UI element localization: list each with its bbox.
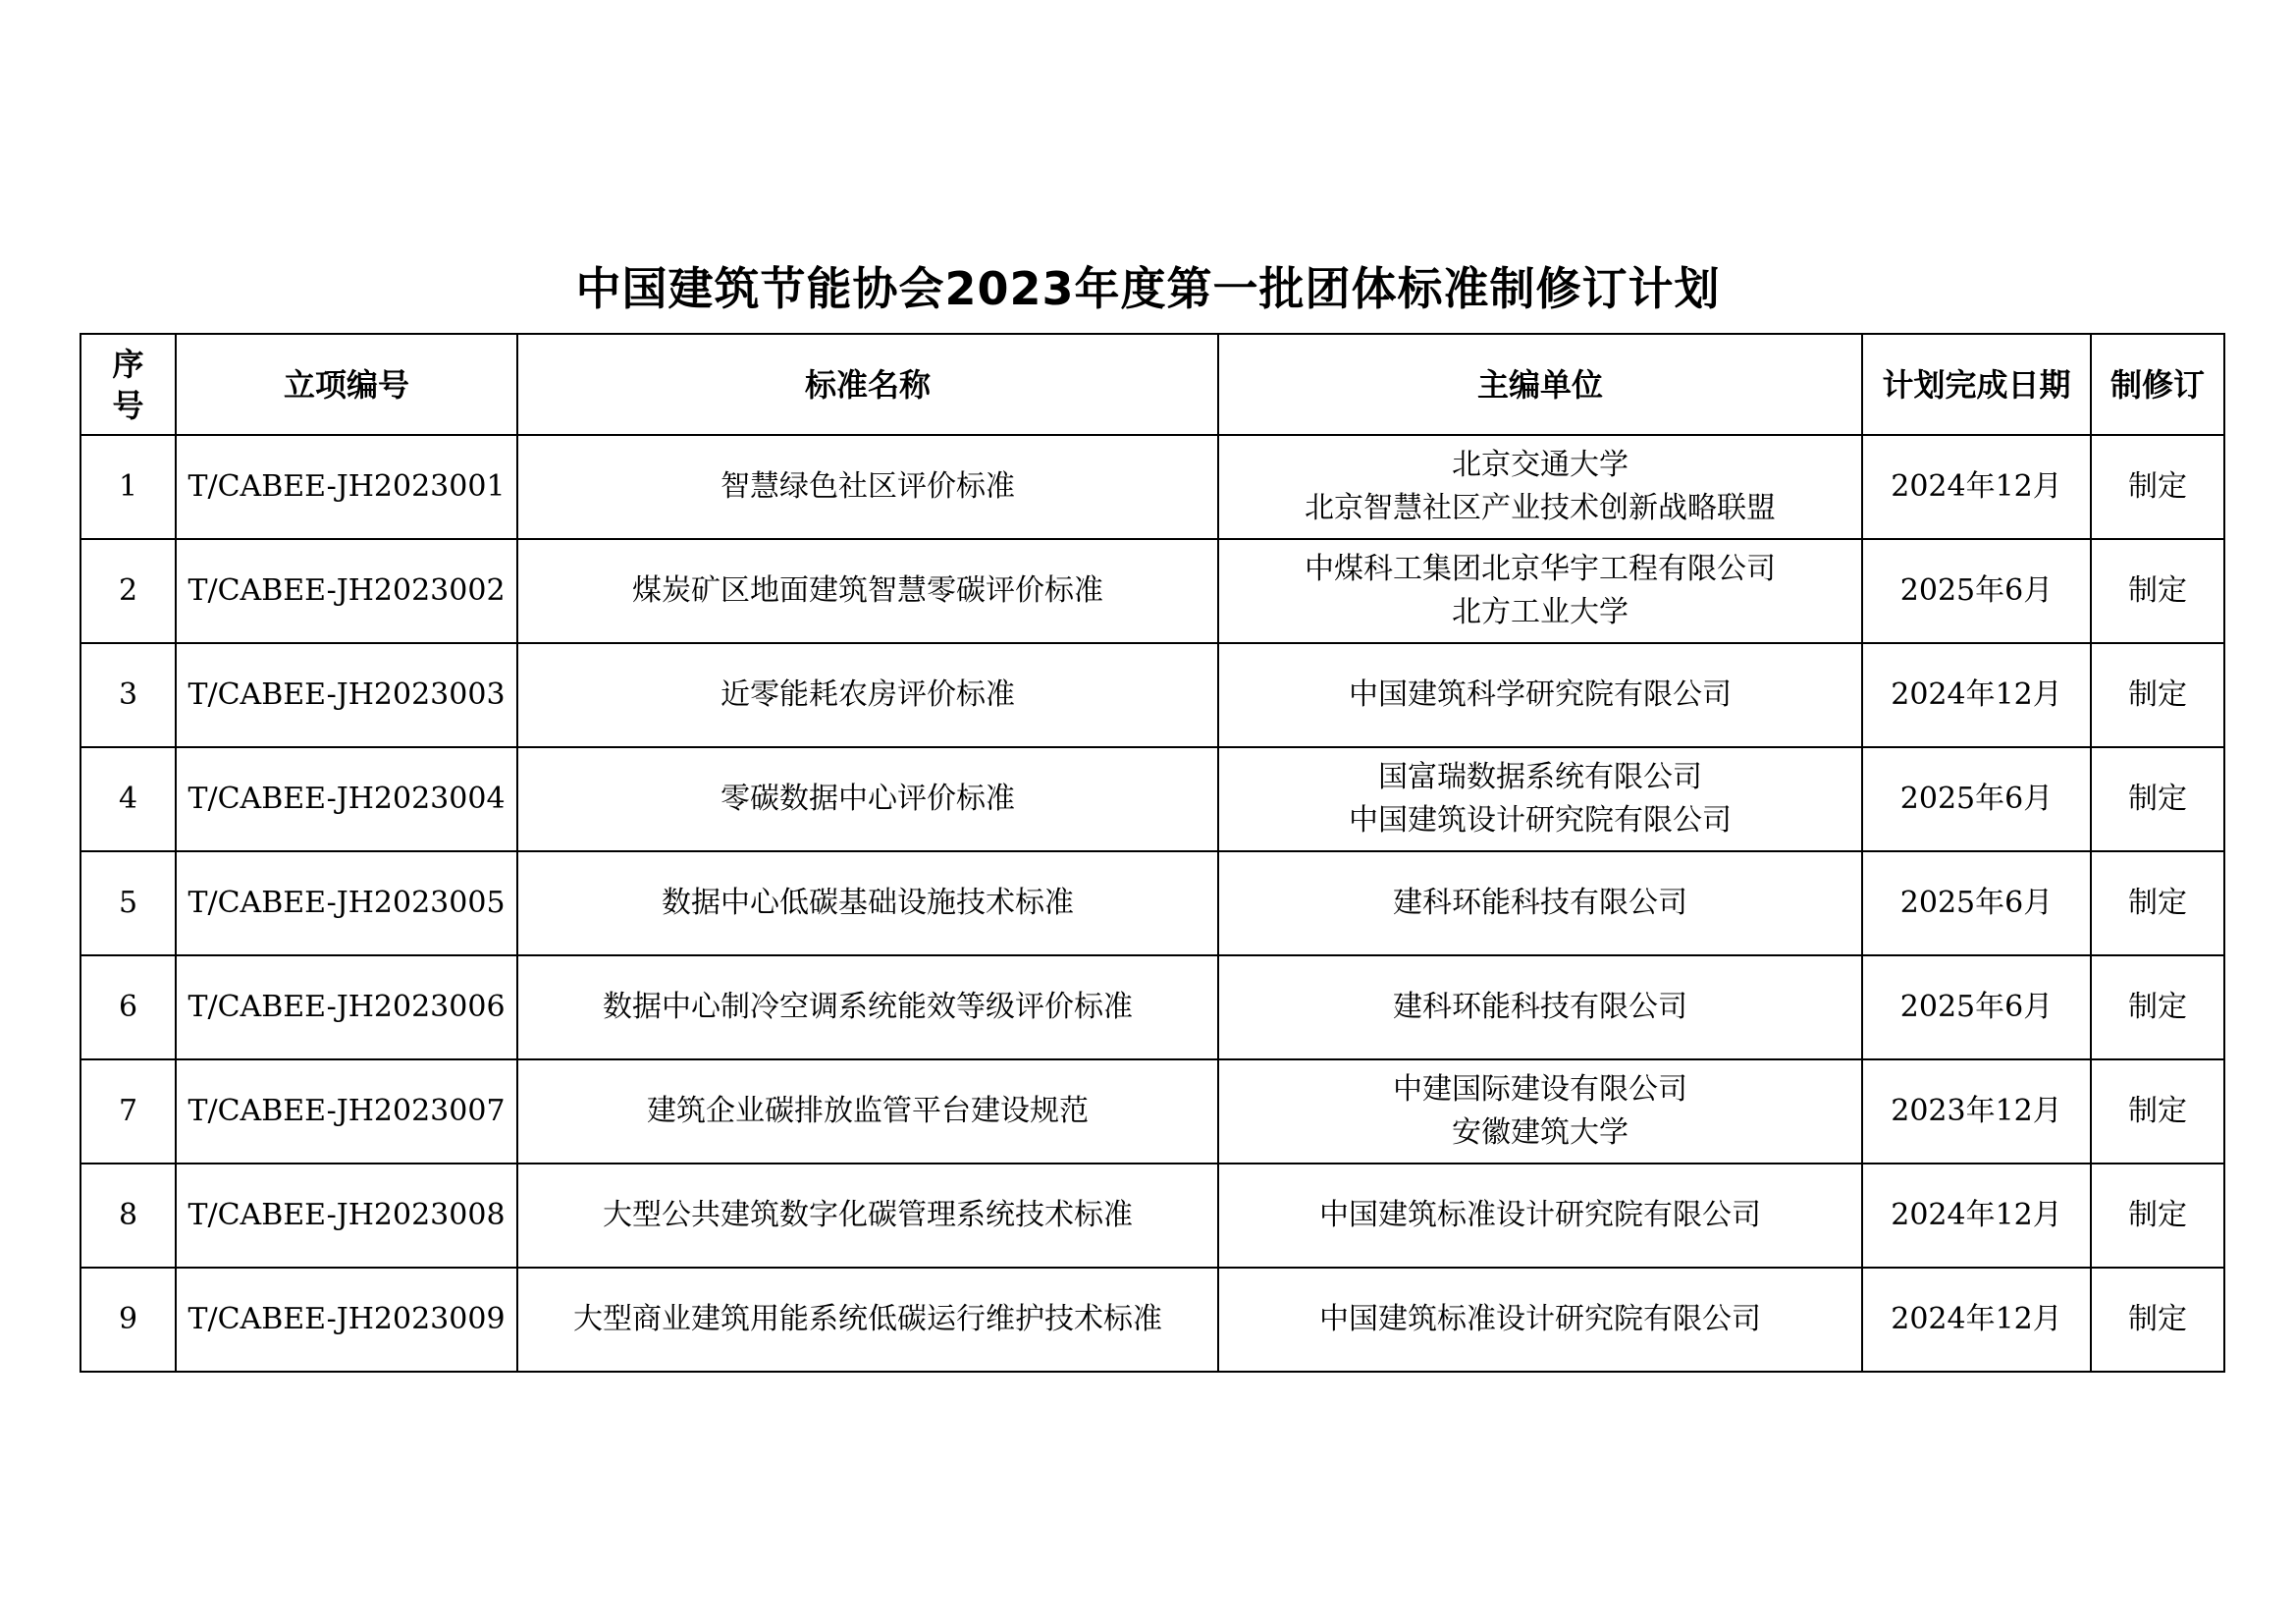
header-standard-name: 标准名称	[517, 334, 1218, 435]
cell-chief-units	[1218, 747, 1862, 851]
cell-chief-units	[1218, 851, 1862, 955]
table-row	[80, 1059, 2224, 1164]
chief-unit-name: 北京智慧社区产业技术创新战略联盟	[1305, 491, 1776, 525]
chief-unit-name: 建科环能科技有限公司	[1393, 990, 1687, 1024]
cell-seq: 5	[80, 851, 176, 955]
chief-unit-name: 中国建筑标准设计研究院有限公司	[1319, 1302, 1761, 1336]
cell-planned-date: 2025年6月	[1862, 747, 2091, 851]
cell-chief-units	[1218, 539, 1862, 643]
cell-standard-name: 近零能耗农房评价标准	[517, 643, 1218, 747]
chief-unit-name: 北方工业大学	[1452, 595, 1629, 629]
chief-unit-name: 中国建筑标准设计研究院有限公司	[1319, 1198, 1761, 1232]
cell-planned-date: 2024年12月	[1862, 1268, 2091, 1372]
cell-revision-type: 制定	[2091, 747, 2224, 851]
cell-project-no: T/CABEE-JH2023001	[176, 435, 517, 539]
table-row	[80, 435, 2224, 539]
cell-revision-type: 制定	[2091, 643, 2224, 747]
cell-revision-type: 制定	[2091, 435, 2224, 539]
cell-revision-type: 制定	[2091, 1164, 2224, 1268]
table-row	[80, 1164, 2224, 1268]
cell-revision-type: 制定	[2091, 1059, 2224, 1164]
chief-unit-name: 北京交通大学	[1452, 448, 1629, 482]
cell-chief-units	[1218, 1268, 1862, 1372]
table-body	[80, 435, 2224, 1372]
cell-seq: 2	[80, 539, 176, 643]
cell-project-no: T/CABEE-JH2023008	[176, 1164, 517, 1268]
cell-project-no: T/CABEE-JH2023006	[176, 955, 517, 1059]
table-row	[80, 851, 2224, 955]
cell-revision-type: 制定	[2091, 539, 2224, 643]
cell-planned-date: 2025年6月	[1862, 851, 2091, 955]
cell-planned-date: 2024年12月	[1862, 643, 2091, 747]
header-seq-line1: 序	[112, 345, 144, 383]
cell-seq: 3	[80, 643, 176, 747]
cell-standard-name: 数据中心制冷空调系统能效等级评价标准	[517, 955, 1218, 1059]
cell-standard-name: 建筑企业碳排放监管平台建设规范	[517, 1059, 1218, 1164]
cell-planned-date: 2025年6月	[1862, 955, 2091, 1059]
cell-chief-units	[1218, 1059, 1862, 1164]
cell-project-no: T/CABEE-JH2023007	[176, 1059, 517, 1164]
table-row	[80, 1268, 2224, 1372]
cell-seq: 6	[80, 955, 176, 1059]
cell-seq: 1	[80, 435, 176, 539]
cell-planned-date: 2024年12月	[1862, 1164, 2091, 1268]
cell-chief-units	[1218, 1164, 1862, 1268]
chief-unit-name: 中煤科工集团北京华宇工程有限公司	[1305, 552, 1776, 586]
table-row	[80, 643, 2224, 747]
chief-unit-name: 建科环能科技有限公司	[1393, 886, 1687, 920]
standards-plan-table	[80, 333, 2225, 1373]
cell-project-no: T/CABEE-JH2023003	[176, 643, 517, 747]
header-seq-line2: 号	[112, 386, 144, 424]
cell-seq: 8	[80, 1164, 176, 1268]
chief-unit-name: 中建国际建设有限公司	[1393, 1072, 1687, 1107]
cell-project-no: T/CABEE-JH2023009	[176, 1268, 517, 1372]
cell-chief-units	[1218, 435, 1862, 539]
cell-chief-units	[1218, 955, 1862, 1059]
table-row	[80, 955, 2224, 1059]
cell-planned-date: 2023年12月	[1862, 1059, 2091, 1164]
cell-project-no: T/CABEE-JH2023002	[176, 539, 517, 643]
cell-seq: 4	[80, 747, 176, 851]
table-row	[80, 747, 2224, 851]
cell-standard-name: 大型商业建筑用能系统低碳运行维护技术标准	[517, 1268, 1218, 1372]
cell-revision-type: 制定	[2091, 1268, 2224, 1372]
chief-unit-name: 中国建筑科学研究院有限公司	[1349, 677, 1732, 712]
header-chief-units: 主编单位	[1218, 334, 1862, 435]
table-header-row	[80, 334, 2224, 435]
cell-seq: 7	[80, 1059, 176, 1164]
header-planned-date: 计划完成日期	[1862, 334, 2091, 435]
cell-standard-name: 零碳数据中心评价标准	[517, 747, 1218, 851]
cell-standard-name: 数据中心低碳基础设施技术标准	[517, 851, 1218, 955]
table-row	[80, 539, 2224, 643]
chief-unit-name: 中国建筑设计研究院有限公司	[1349, 803, 1732, 838]
cell-planned-date: 2024年12月	[1862, 435, 2091, 539]
header-revision-type: 制修订	[2091, 334, 2224, 435]
cell-revision-type: 制定	[2091, 955, 2224, 1059]
cell-revision-type: 制定	[2091, 851, 2224, 955]
cell-project-no: T/CABEE-JH2023004	[176, 747, 517, 851]
cell-project-no: T/CABEE-JH2023005	[176, 851, 517, 955]
cell-planned-date: 2025年6月	[1862, 539, 2091, 643]
cell-seq: 9	[80, 1268, 176, 1372]
cell-standard-name: 智慧绿色社区评价标准	[517, 435, 1218, 539]
header-seq	[80, 334, 176, 435]
chief-unit-name: 安徽建筑大学	[1452, 1115, 1629, 1150]
cell-chief-units	[1218, 643, 1862, 747]
cell-standard-name: 煤炭矿区地面建筑智慧零碳评价标准	[517, 539, 1218, 643]
cell-standard-name: 大型公共建筑数字化碳管理系统技术标准	[517, 1164, 1218, 1268]
header-project-no: 立项编号	[176, 334, 517, 435]
page-title: 中国建筑节能协会2023年度第一批团体标准制修订计划	[575, 262, 1721, 315]
chief-unit-name: 国富瑞数据系统有限公司	[1378, 760, 1702, 794]
